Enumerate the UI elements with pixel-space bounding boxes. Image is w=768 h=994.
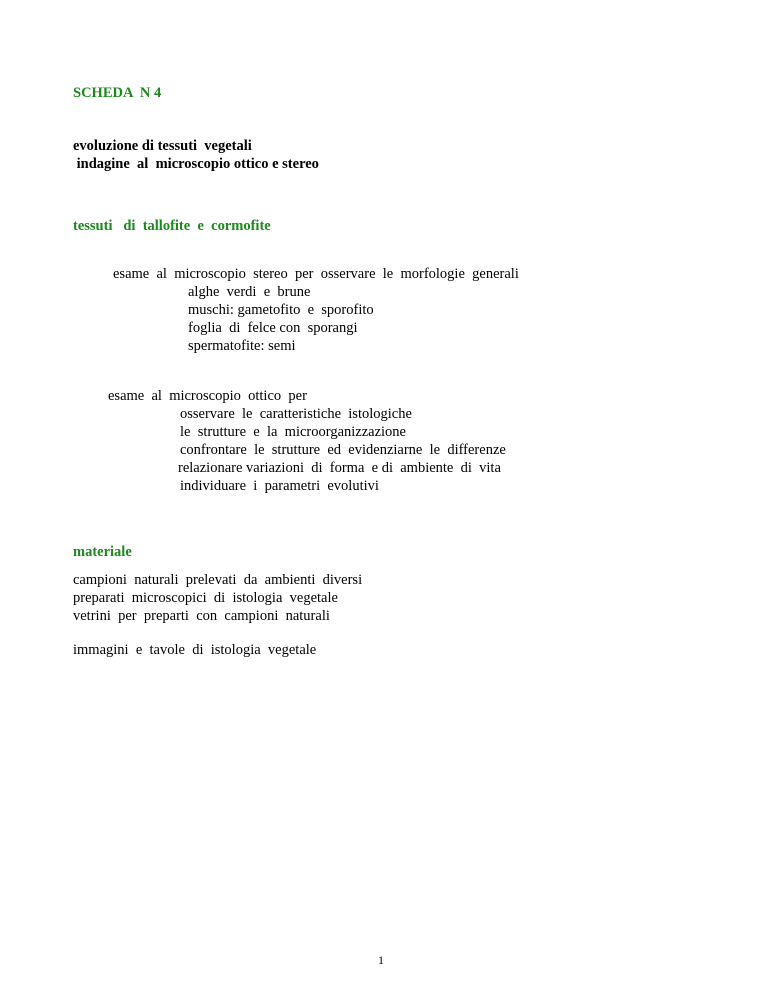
material-item: campioni naturali prelevati da ambienti diversi — [73, 572, 363, 588]
optical-item: osservare le caratteristiche istologiche — [180, 406, 412, 422]
subtitle-line-2: indagine al microscopio ottico e stereo — [73, 156, 319, 172]
stereo-item: alghe verdi e brune — [188, 284, 311, 300]
section-heading-tessuti: tessuti di tallofite e cormofite — [73, 218, 271, 234]
page-number: 1 — [378, 953, 384, 967]
stereo-item: foglia di felce con sporangi — [188, 320, 358, 336]
optical-item: confrontare le strutture ed evidenziarne le differenze — [180, 442, 506, 458]
optical-item: individuare i parametri evolutivi — [180, 478, 379, 494]
optical-intro: esame al microscopio ottico per — [108, 388, 307, 404]
subtitle-line-1: evoluzione di tessuti vegetali — [73, 138, 252, 154]
stereo-item: muschi: gametofito e sporofito — [188, 302, 374, 318]
optical-item: le strutture e la microorganizzazione — [180, 424, 406, 440]
stereo-intro: esame al microscopio stereo per osservare le morfologie generali — [113, 266, 519, 282]
optical-item: relazionare variazioni di forma e di ambiente di vita — [178, 460, 501, 476]
document-title: SCHEDA N 4 — [73, 85, 162, 101]
section-heading-materiale: materiale — [73, 544, 132, 560]
stereo-item: spermatofite: semi — [188, 338, 296, 354]
material-item: vetrini per preparti con campioni naturali — [73, 608, 330, 624]
material-item: preparati microscopici di istologia vegetale — [73, 590, 338, 606]
material-extra: immagini e tavole di istologia vegetale — [73, 642, 317, 658]
